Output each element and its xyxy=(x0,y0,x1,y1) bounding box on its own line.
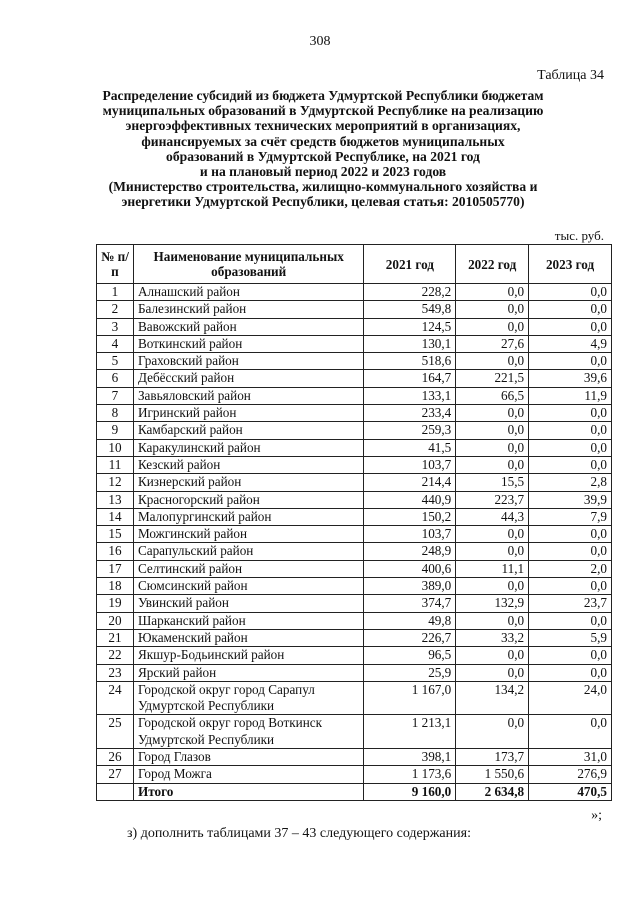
cell-number: 14 xyxy=(97,508,134,525)
cell-number: 16 xyxy=(97,543,134,560)
table-row xyxy=(97,595,612,612)
cell-2022: 0,0 xyxy=(456,422,529,439)
table-row xyxy=(97,353,612,370)
cell-2022: 0,0 xyxy=(456,664,529,681)
cell-2023: 0,0 xyxy=(529,543,612,560)
cell-number: 18 xyxy=(97,578,134,595)
cell-2022: 173,7 xyxy=(456,749,529,766)
table-row xyxy=(97,612,612,629)
table-row xyxy=(97,647,612,664)
table-row xyxy=(97,526,612,543)
cell-2023: 0,0 xyxy=(529,526,612,543)
cell-2021: 259,3 xyxy=(364,422,456,439)
table-row xyxy=(97,543,612,560)
cell-2021: 9 160,0 xyxy=(364,783,456,800)
subsidy-table xyxy=(96,244,612,801)
cell-2023: 24,0 xyxy=(529,681,612,715)
cell-number: 13 xyxy=(97,491,134,508)
cell-2022: 223,7 xyxy=(456,491,529,508)
cell-2023: 23,7 xyxy=(529,595,612,612)
cell-2022: 0,0 xyxy=(456,526,529,543)
cell-number: 4 xyxy=(97,335,134,352)
cell-2022: 0,0 xyxy=(456,439,529,456)
cell-2021: 124,5 xyxy=(364,318,456,335)
cell-2023: 0,0 xyxy=(529,439,612,456)
cell-number: 20 xyxy=(97,612,134,629)
cell-name: Городской округ город Сарапул Удмуртской Республики xyxy=(133,681,364,715)
table-total-row xyxy=(97,783,612,800)
cell-2022: 27,6 xyxy=(456,335,529,352)
cell-2021: 400,6 xyxy=(364,560,456,577)
table-row xyxy=(97,370,612,387)
table-row xyxy=(97,491,612,508)
cell-2022: 44,3 xyxy=(456,508,529,525)
table-row xyxy=(97,387,612,404)
header-2021: 2021 год xyxy=(364,245,456,284)
cell-number: 22 xyxy=(97,647,134,664)
cell-name: Балезинский район xyxy=(133,301,364,318)
cell-2023: 7,9 xyxy=(529,508,612,525)
cell-number: 25 xyxy=(97,715,134,749)
table-row xyxy=(97,301,612,318)
cell-name: Дебёсский район xyxy=(133,370,364,387)
cell-name: Красногорский район xyxy=(133,491,364,508)
cell-number: 8 xyxy=(97,405,134,422)
header-2022: 2022 год xyxy=(456,245,529,284)
cell-2022: 0,0 xyxy=(456,647,529,664)
cell-2022: 132,9 xyxy=(456,595,529,612)
table-heading xyxy=(88,88,558,210)
cell-2021: 133,1 xyxy=(364,387,456,404)
cell-2021: 248,9 xyxy=(364,543,456,560)
heading-line: энергетики Удмуртской Республики, целевая статья: 2010505770) xyxy=(121,194,525,210)
table-row xyxy=(97,456,612,473)
cell-2023: 0,0 xyxy=(529,647,612,664)
cell-2021: 226,7 xyxy=(364,629,456,646)
cell-2021: 103,7 xyxy=(364,456,456,473)
table-row xyxy=(97,508,612,525)
heading-line: (Министерство строительства, жилищно-коммунального хозяйства и xyxy=(108,179,538,195)
table-row xyxy=(97,629,612,646)
cell-2023: 276,9 xyxy=(529,766,612,783)
heading-line: финансируемых за счёт средств бюджетов муниципальных xyxy=(141,133,505,149)
cell-name: Кезский район xyxy=(133,456,364,473)
cell-name: Малопургинский район xyxy=(133,508,364,525)
cell-2022: 0,0 xyxy=(456,301,529,318)
cell-2021: 549,8 xyxy=(364,301,456,318)
cell-2022: 0,0 xyxy=(456,612,529,629)
cell-name: Шарканский район xyxy=(133,612,364,629)
cell-2023: 39,6 xyxy=(529,370,612,387)
cell-2021: 103,7 xyxy=(364,526,456,543)
cell-2022: 0,0 xyxy=(456,543,529,560)
page-number: 308 xyxy=(309,34,331,49)
cell-name: Итого xyxy=(133,783,364,800)
cell-name: Город Можга xyxy=(133,766,364,783)
cell-2021: 25,9 xyxy=(364,664,456,681)
heading-line: и на плановый период 2022 и 2023 годов xyxy=(199,164,447,180)
cell-number: 10 xyxy=(97,439,134,456)
cell-2022: 0,0 xyxy=(456,353,529,370)
cell-2021: 96,5 xyxy=(364,647,456,664)
cell-2023: 11,9 xyxy=(529,387,612,404)
quote-end: »; xyxy=(591,808,602,823)
cell-2022: 134,2 xyxy=(456,681,529,715)
cell-2021: 130,1 xyxy=(364,335,456,352)
heading-line: образований в Удмуртской Республике, на 2021 год xyxy=(166,148,480,164)
cell-2021: 49,8 xyxy=(364,612,456,629)
cell-name: Ярский район xyxy=(133,664,364,681)
cell-2023: 0,0 xyxy=(529,353,612,370)
cell-2023: 0,0 xyxy=(529,422,612,439)
table-row xyxy=(97,405,612,422)
table-header-row xyxy=(97,245,612,284)
cell-2021: 1 167,0 xyxy=(364,681,456,715)
cell-2023: 39,9 xyxy=(529,491,612,508)
cell-2023: 0,0 xyxy=(529,456,612,473)
cell-2022: 2 634,8 xyxy=(456,783,529,800)
cell-2022: 0,0 xyxy=(456,318,529,335)
footer-text: з) дополнить таблицами 37 – 43 следующего содержания: xyxy=(127,826,471,841)
cell-2021: 164,7 xyxy=(364,370,456,387)
header-number: № п/п xyxy=(97,245,134,284)
table-row xyxy=(97,715,612,749)
cell-number: 23 xyxy=(97,664,134,681)
cell-2021: 389,0 xyxy=(364,578,456,595)
cell-2022: 33,2 xyxy=(456,629,529,646)
cell-2023: 5,9 xyxy=(529,629,612,646)
cell-2023: 2,0 xyxy=(529,560,612,577)
cell-number: 3 xyxy=(97,318,134,335)
cell-name: Город Глазов xyxy=(133,749,364,766)
heading-line: муниципальных образований в Удмуртской Республике на реализацию xyxy=(102,103,544,119)
cell-2021: 440,9 xyxy=(364,491,456,508)
cell-2023: 470,5 xyxy=(529,783,612,800)
cell-number: 11 xyxy=(97,456,134,473)
cell-number: 19 xyxy=(97,595,134,612)
cell-number: 2 xyxy=(97,301,134,318)
cell-2023: 0,0 xyxy=(529,664,612,681)
cell-number: 7 xyxy=(97,387,134,404)
table-row xyxy=(97,749,612,766)
table-row xyxy=(97,681,612,715)
cell-name: Увинский район xyxy=(133,595,364,612)
table-row xyxy=(97,284,612,301)
cell-name: Камбарский район xyxy=(133,422,364,439)
cell-2022: 0,0 xyxy=(456,284,529,301)
cell-name: Вавожский район xyxy=(133,318,364,335)
table-row xyxy=(97,335,612,352)
cell-name: Алнашский район xyxy=(133,284,364,301)
cell-name: Юкаменский район xyxy=(133,629,364,646)
cell-2021: 228,2 xyxy=(364,284,456,301)
cell-name: Можгинский район xyxy=(133,526,364,543)
cell-2023: 0,0 xyxy=(529,612,612,629)
cell-number: 12 xyxy=(97,474,134,491)
cell-name: Селтинский район xyxy=(133,560,364,577)
cell-number: 6 xyxy=(97,370,134,387)
cell-name: Воткинский район xyxy=(133,335,364,352)
table-body xyxy=(97,284,612,801)
cell-2022: 66,5 xyxy=(456,387,529,404)
header-2023: 2023 год xyxy=(529,245,612,284)
header-name: Наименование муниципальных образований xyxy=(133,245,364,284)
cell-2021: 1 173,6 xyxy=(364,766,456,783)
table-row xyxy=(97,422,612,439)
cell-2023: 4,9 xyxy=(529,335,612,352)
cell-2021: 41,5 xyxy=(364,439,456,456)
cell-2021: 374,7 xyxy=(364,595,456,612)
cell-number: 9 xyxy=(97,422,134,439)
heading-line: энергоэффективных технических мероприятий в организациях, xyxy=(125,118,521,134)
table-row xyxy=(97,578,612,595)
units-label: тыс. руб. xyxy=(554,228,604,243)
cell-name: Игринский район xyxy=(133,405,364,422)
cell-2023: 0,0 xyxy=(529,284,612,301)
cell-2023: 31,0 xyxy=(529,749,612,766)
cell-2022: 15,5 xyxy=(456,474,529,491)
cell-2022: 0,0 xyxy=(456,715,529,749)
cell-2021: 518,6 xyxy=(364,353,456,370)
cell-2022: 1 550,6 xyxy=(456,766,529,783)
cell-2023: 0,0 xyxy=(529,578,612,595)
table-row xyxy=(97,664,612,681)
cell-number: 26 xyxy=(97,749,134,766)
cell-2021: 150,2 xyxy=(364,508,456,525)
table-label: Таблица 34 xyxy=(537,68,604,83)
cell-number: 17 xyxy=(97,560,134,577)
cell-2022: 0,0 xyxy=(456,578,529,595)
cell-name: Якшур-Бодьинский район xyxy=(133,647,364,664)
cell-2021: 233,4 xyxy=(364,405,456,422)
cell-2021: 398,1 xyxy=(364,749,456,766)
cell-name: Завьяловский район xyxy=(133,387,364,404)
cell-name: Граховский район xyxy=(133,353,364,370)
cell-2022: 11,1 xyxy=(456,560,529,577)
table-row xyxy=(97,766,612,783)
table-row xyxy=(97,318,612,335)
cell-2023: 0,0 xyxy=(529,405,612,422)
cell-name: Кизнерский район xyxy=(133,474,364,491)
cell-number: 27 xyxy=(97,766,134,783)
cell-name: Городской округ город Воткинск Удмуртской Республики xyxy=(133,715,364,749)
heading-line: Распределение субсидий из бюджета Удмуртской Республики бюджетам xyxy=(102,88,544,103)
cell-number: 24 xyxy=(97,681,134,715)
cell-name: Сюмсинский район xyxy=(133,578,364,595)
cell-name: Каракулинский район xyxy=(133,439,364,456)
table-row xyxy=(97,439,612,456)
cell-2023: 0,0 xyxy=(529,301,612,318)
cell-name: Сарапульский район xyxy=(133,543,364,560)
cell-2021: 1 213,1 xyxy=(364,715,456,749)
cell-2022: 0,0 xyxy=(456,456,529,473)
cell-number: 5 xyxy=(97,353,134,370)
cell-number: 1 xyxy=(97,284,134,301)
cell-2023: 0,0 xyxy=(529,318,612,335)
cell-2023: 2,8 xyxy=(529,474,612,491)
cell-2023: 0,0 xyxy=(529,715,612,749)
cell-2021: 214,4 xyxy=(364,474,456,491)
table-row xyxy=(97,474,612,491)
cell-2022: 221,5 xyxy=(456,370,529,387)
cell-number xyxy=(97,783,134,800)
cell-number: 15 xyxy=(97,526,134,543)
cell-number: 21 xyxy=(97,629,134,646)
table-row xyxy=(97,560,612,577)
cell-2022: 0,0 xyxy=(456,405,529,422)
